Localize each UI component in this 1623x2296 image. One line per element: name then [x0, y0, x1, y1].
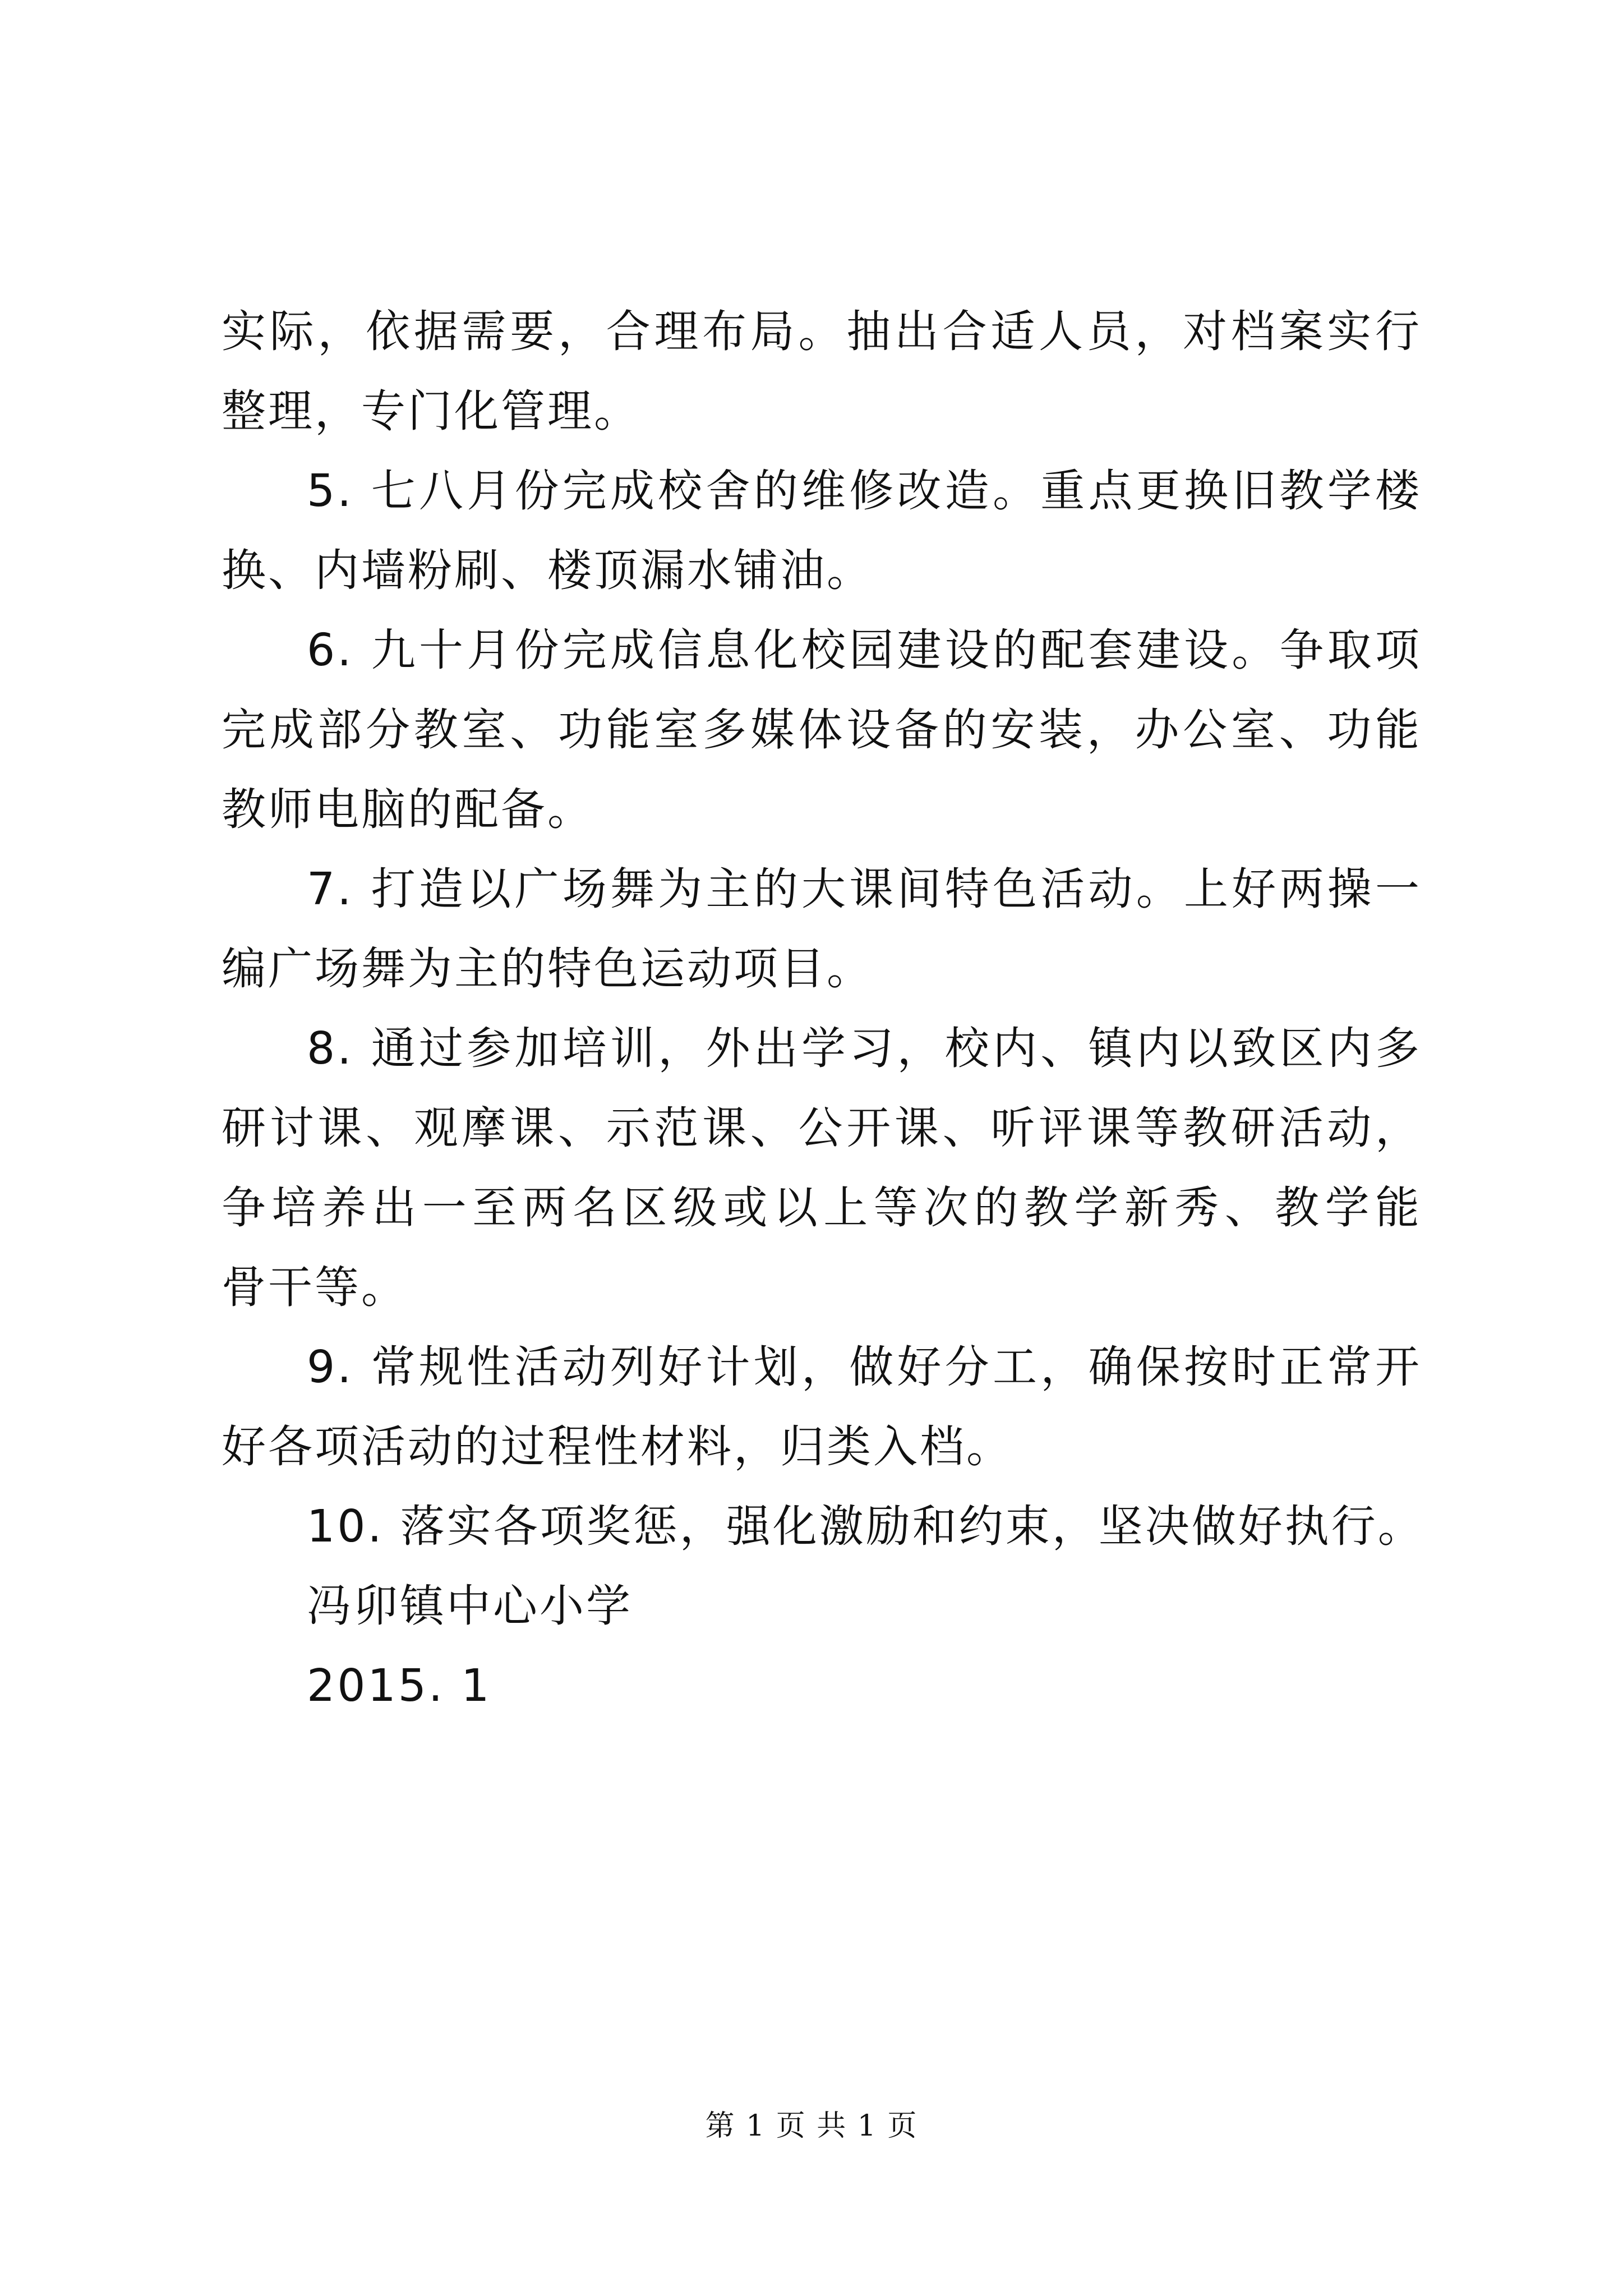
text-line: 教师电脑的配备。	[222, 784, 594, 835]
text-line: 骨干等。	[222, 1262, 408, 1313]
list-item-8: 8. 通过参加培训，外出学习，校内、镇内以致区内多	[307, 1023, 1422, 1074]
document-body	[222, 292, 1422, 1726]
list-item-6: 6. 九十月份完成信息化校园建设的配套建设。争取项	[307, 624, 1422, 676]
signature-organization: 冯卯镇中心小学	[307, 1580, 633, 1632]
text-line: 好各项活动的过程性材料，归类入档。	[222, 1421, 1013, 1473]
text-line: 实际，依据需要，合理布局。抽出合适人员，对档案实行	[222, 306, 1422, 357]
page-footer: 第 1 页 共 1 页	[705, 2109, 918, 2143]
text-line: 编广场舞为主的特色运动项目。	[222, 943, 873, 995]
text-line: 完成部分教室、功能室多媒体设备的安装，办公室、功能	[222, 704, 1422, 756]
list-item-10: 10. 落实各项奖惩，强化激励和约束，坚决做好执行。	[307, 1501, 1424, 1552]
list-item-9: 9. 常规性活动列好计划，做好分工，确保按时正常开	[307, 1341, 1422, 1393]
text-line: 研讨课、观摩课、示范课、公开课、听评课等教研活动，	[222, 1102, 1422, 1154]
text-line: 换、内墙粉刷、楼顶漏水铺油。	[222, 545, 873, 596]
text-line: 争培养出一至两名区级或以上等次的教学新秀、教学能	[222, 1182, 1422, 1234]
text-line: 整理，专门化管理。	[222, 385, 640, 437]
list-item-5: 5. 七八月份完成校舍的维修改造。重点更换旧教学楼	[307, 465, 1422, 517]
list-item-7: 7. 打造以广场舞为主的大课间特色活动。上好两操一	[307, 863, 1422, 915]
signature-date: 2015. 1	[307, 1660, 492, 1711]
